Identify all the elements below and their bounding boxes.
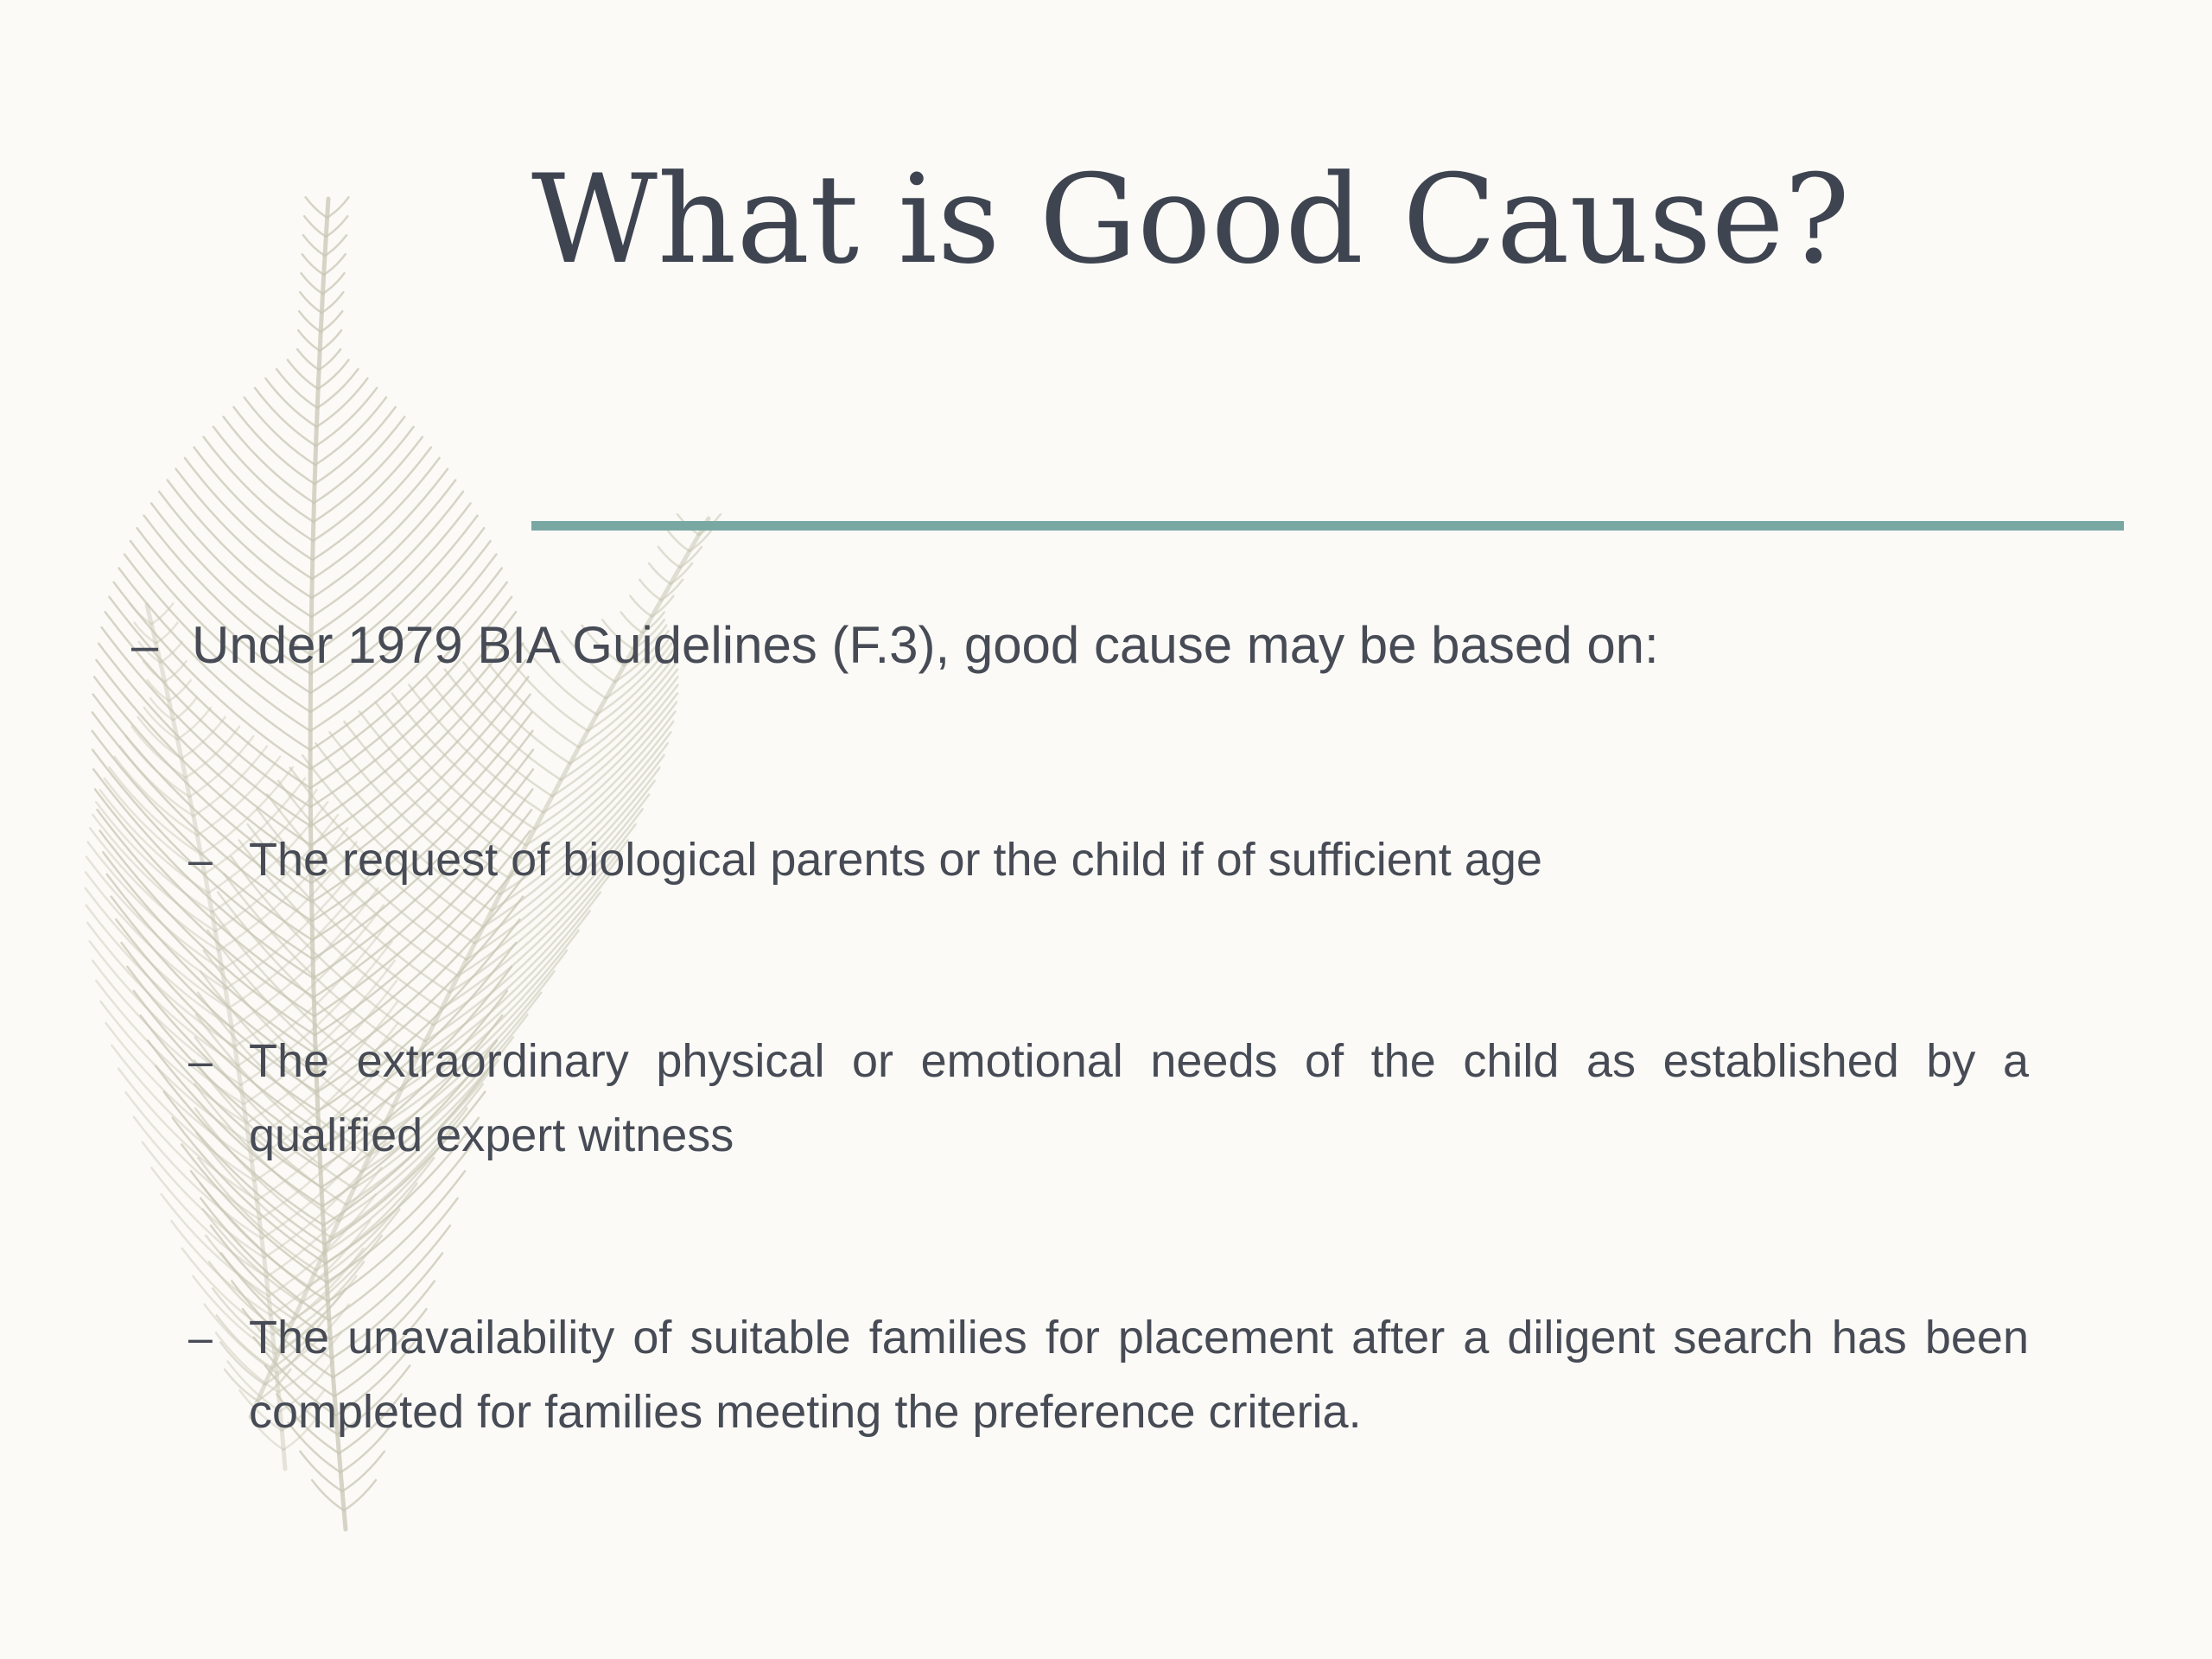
bullet-dash: – xyxy=(188,836,213,884)
bullet-text: The unavailability of suitable families for placement after a diligent search has been completed for families meeting the preference criteria. xyxy=(249,1312,2029,1438)
bullet-text: Under 1979 BIA Guidelines (F.3), good cause may be based on: xyxy=(192,616,1659,674)
bullet-text: The extraordinary physical or emotional needs of the child as established by a qualified expert witness xyxy=(249,1035,2029,1161)
slide-title: What is Good Cause? xyxy=(531,149,1850,291)
bullet-dash: – xyxy=(131,618,159,672)
bullet-dash: – xyxy=(188,1313,213,1362)
bullet-text: The request of biological parents or the child if of sufficient age xyxy=(249,834,1542,886)
title-divider xyxy=(531,521,2124,531)
bullet-dash: – xyxy=(188,1037,213,1085)
